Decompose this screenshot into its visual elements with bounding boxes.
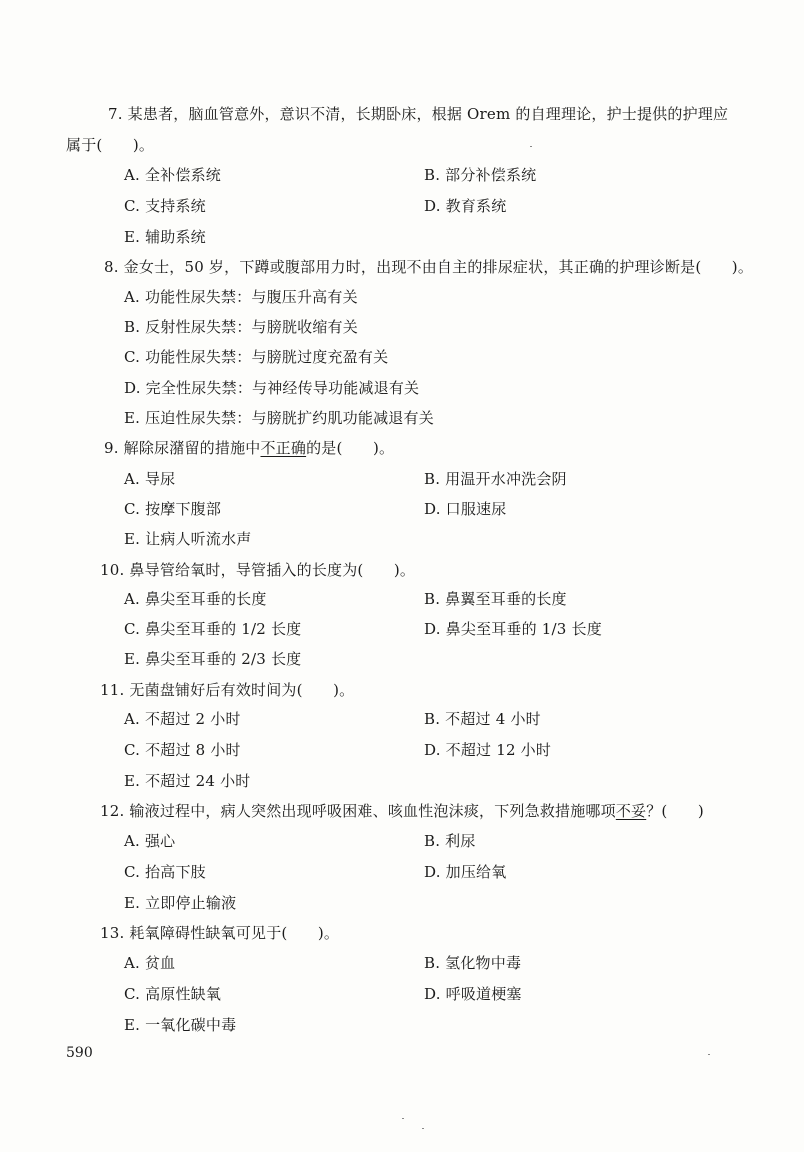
q13-option-c: C. 高原性缺氧 xyxy=(124,985,222,1003)
q10-option-b: B. 鼻翼至耳垂的长度 xyxy=(424,590,567,608)
q10-option-c: C. 鼻尖至耳垂的 1/2 长度 xyxy=(124,620,302,638)
q11-option-b: B. 不超过 4 小时 xyxy=(424,710,541,728)
q7-option-d: D. 教育系统 xyxy=(424,197,507,215)
q12-option-d: D. 加压给氧 xyxy=(424,863,507,881)
q11-option-c: C. 不超过 8 小时 xyxy=(124,741,241,759)
q13-option-a: A. 贫血 xyxy=(124,954,176,972)
q8-option-d: D. 完全性尿失禁：与神经传导功能减退有关 xyxy=(124,379,420,397)
question-13-stem: 13. 耗氧障碍性缺氧可见于( )。 xyxy=(100,924,340,942)
q11-option-a: A. 不超过 2 小时 xyxy=(124,710,241,728)
q12-stem-underlined: 不妥 xyxy=(615,802,647,820)
q12-option-a: A. 强心 xyxy=(124,832,176,850)
q13-option-b: B. 氢化物中毒 xyxy=(424,954,522,972)
q9-stem-post: 的是( )。 xyxy=(306,439,395,457)
q13-option-d: D. 呼吸道梗塞 xyxy=(424,985,522,1003)
q9-option-e: E. 让病人听流水声 xyxy=(124,530,252,548)
q10-option-a: A. 鼻尖至耳垂的长度 xyxy=(124,590,267,608)
question-10-stem: 10. 鼻导管给氧时，导管插入的长度为( )。 xyxy=(100,561,416,579)
q10-option-d: D. 鼻尖至耳垂的 1/3 长度 xyxy=(424,620,602,638)
q9-option-b: B. 用温开水冲洗会阴 xyxy=(424,470,567,488)
q9-option-a: A. 导尿 xyxy=(124,470,176,488)
q9-option-c: C. 按摩下腹部 xyxy=(124,500,222,518)
question-9-stem xyxy=(104,438,394,458)
q12-option-b: B. 利尿 xyxy=(424,832,476,850)
q8-option-b: B. 反射性尿失禁：与膀胱收缩有关 xyxy=(124,318,358,336)
question-12-stem xyxy=(100,801,704,821)
q12-stem-pre: 12. 输液过程中，病人突然出现呼吸困难、咳血性泡沫痰，下列急救措施哪项 xyxy=(100,802,616,820)
q12-stem-post: ？( ) xyxy=(646,802,704,820)
question-7-stem-line2: 属于( )。 xyxy=(66,136,155,154)
q13-option-e: E. 一氧化碳中毒 xyxy=(124,1016,237,1034)
q12-option-c: C. 抬高下肢 xyxy=(124,863,206,881)
q7-option-e: E. 辅助系统 xyxy=(124,228,206,246)
q8-option-e: E. 压迫性尿失禁：与膀胱扩约肌功能减退有关 xyxy=(124,409,434,427)
scan-speck xyxy=(402,1118,404,1119)
question-11-stem: 11. 无菌盘铺好后有效时间为( )。 xyxy=(100,681,355,699)
q8-option-c: C. 功能性尿失禁：与膀胱过度充盈有关 xyxy=(124,348,389,366)
scan-speck xyxy=(422,1128,424,1129)
q11-option-d: D. 不超过 12 小时 xyxy=(424,741,552,759)
scan-speck xyxy=(708,1054,710,1055)
scan-speck xyxy=(530,146,532,147)
q12-option-e: E. 立即停止输液 xyxy=(124,894,237,912)
q9-option-d: D. 口服速尿 xyxy=(424,500,507,518)
q9-stem-pre: 9. 解除尿潴留的措施中 xyxy=(104,439,261,457)
q11-option-e: E. 不超过 24 小时 xyxy=(124,772,251,790)
q7-option-b: B. 部分补偿系统 xyxy=(424,166,537,184)
q8-option-a: A. 功能性尿失禁：与腹压升高有关 xyxy=(124,288,358,306)
question-7-stem-line1: 7. 某患者，脑血管意外，意识不清，长期卧床，根据 Orem 的自理理论，护士提供的护理应 xyxy=(108,105,729,123)
q9-stem-underlined: 不正确 xyxy=(260,439,307,457)
question-8-stem: 8. 金女士，50 岁，下蹲或腹部用力时，出现不由自主的排尿症状，其正确的护理诊断是( )。 xyxy=(104,258,754,276)
q10-option-e: E. 鼻尖至耳垂的 2/3 长度 xyxy=(124,650,302,668)
page-number: 590 xyxy=(66,1045,93,1061)
q7-option-a: A. 全补偿系统 xyxy=(124,166,221,184)
q7-option-c: C. 支持系统 xyxy=(124,197,206,215)
